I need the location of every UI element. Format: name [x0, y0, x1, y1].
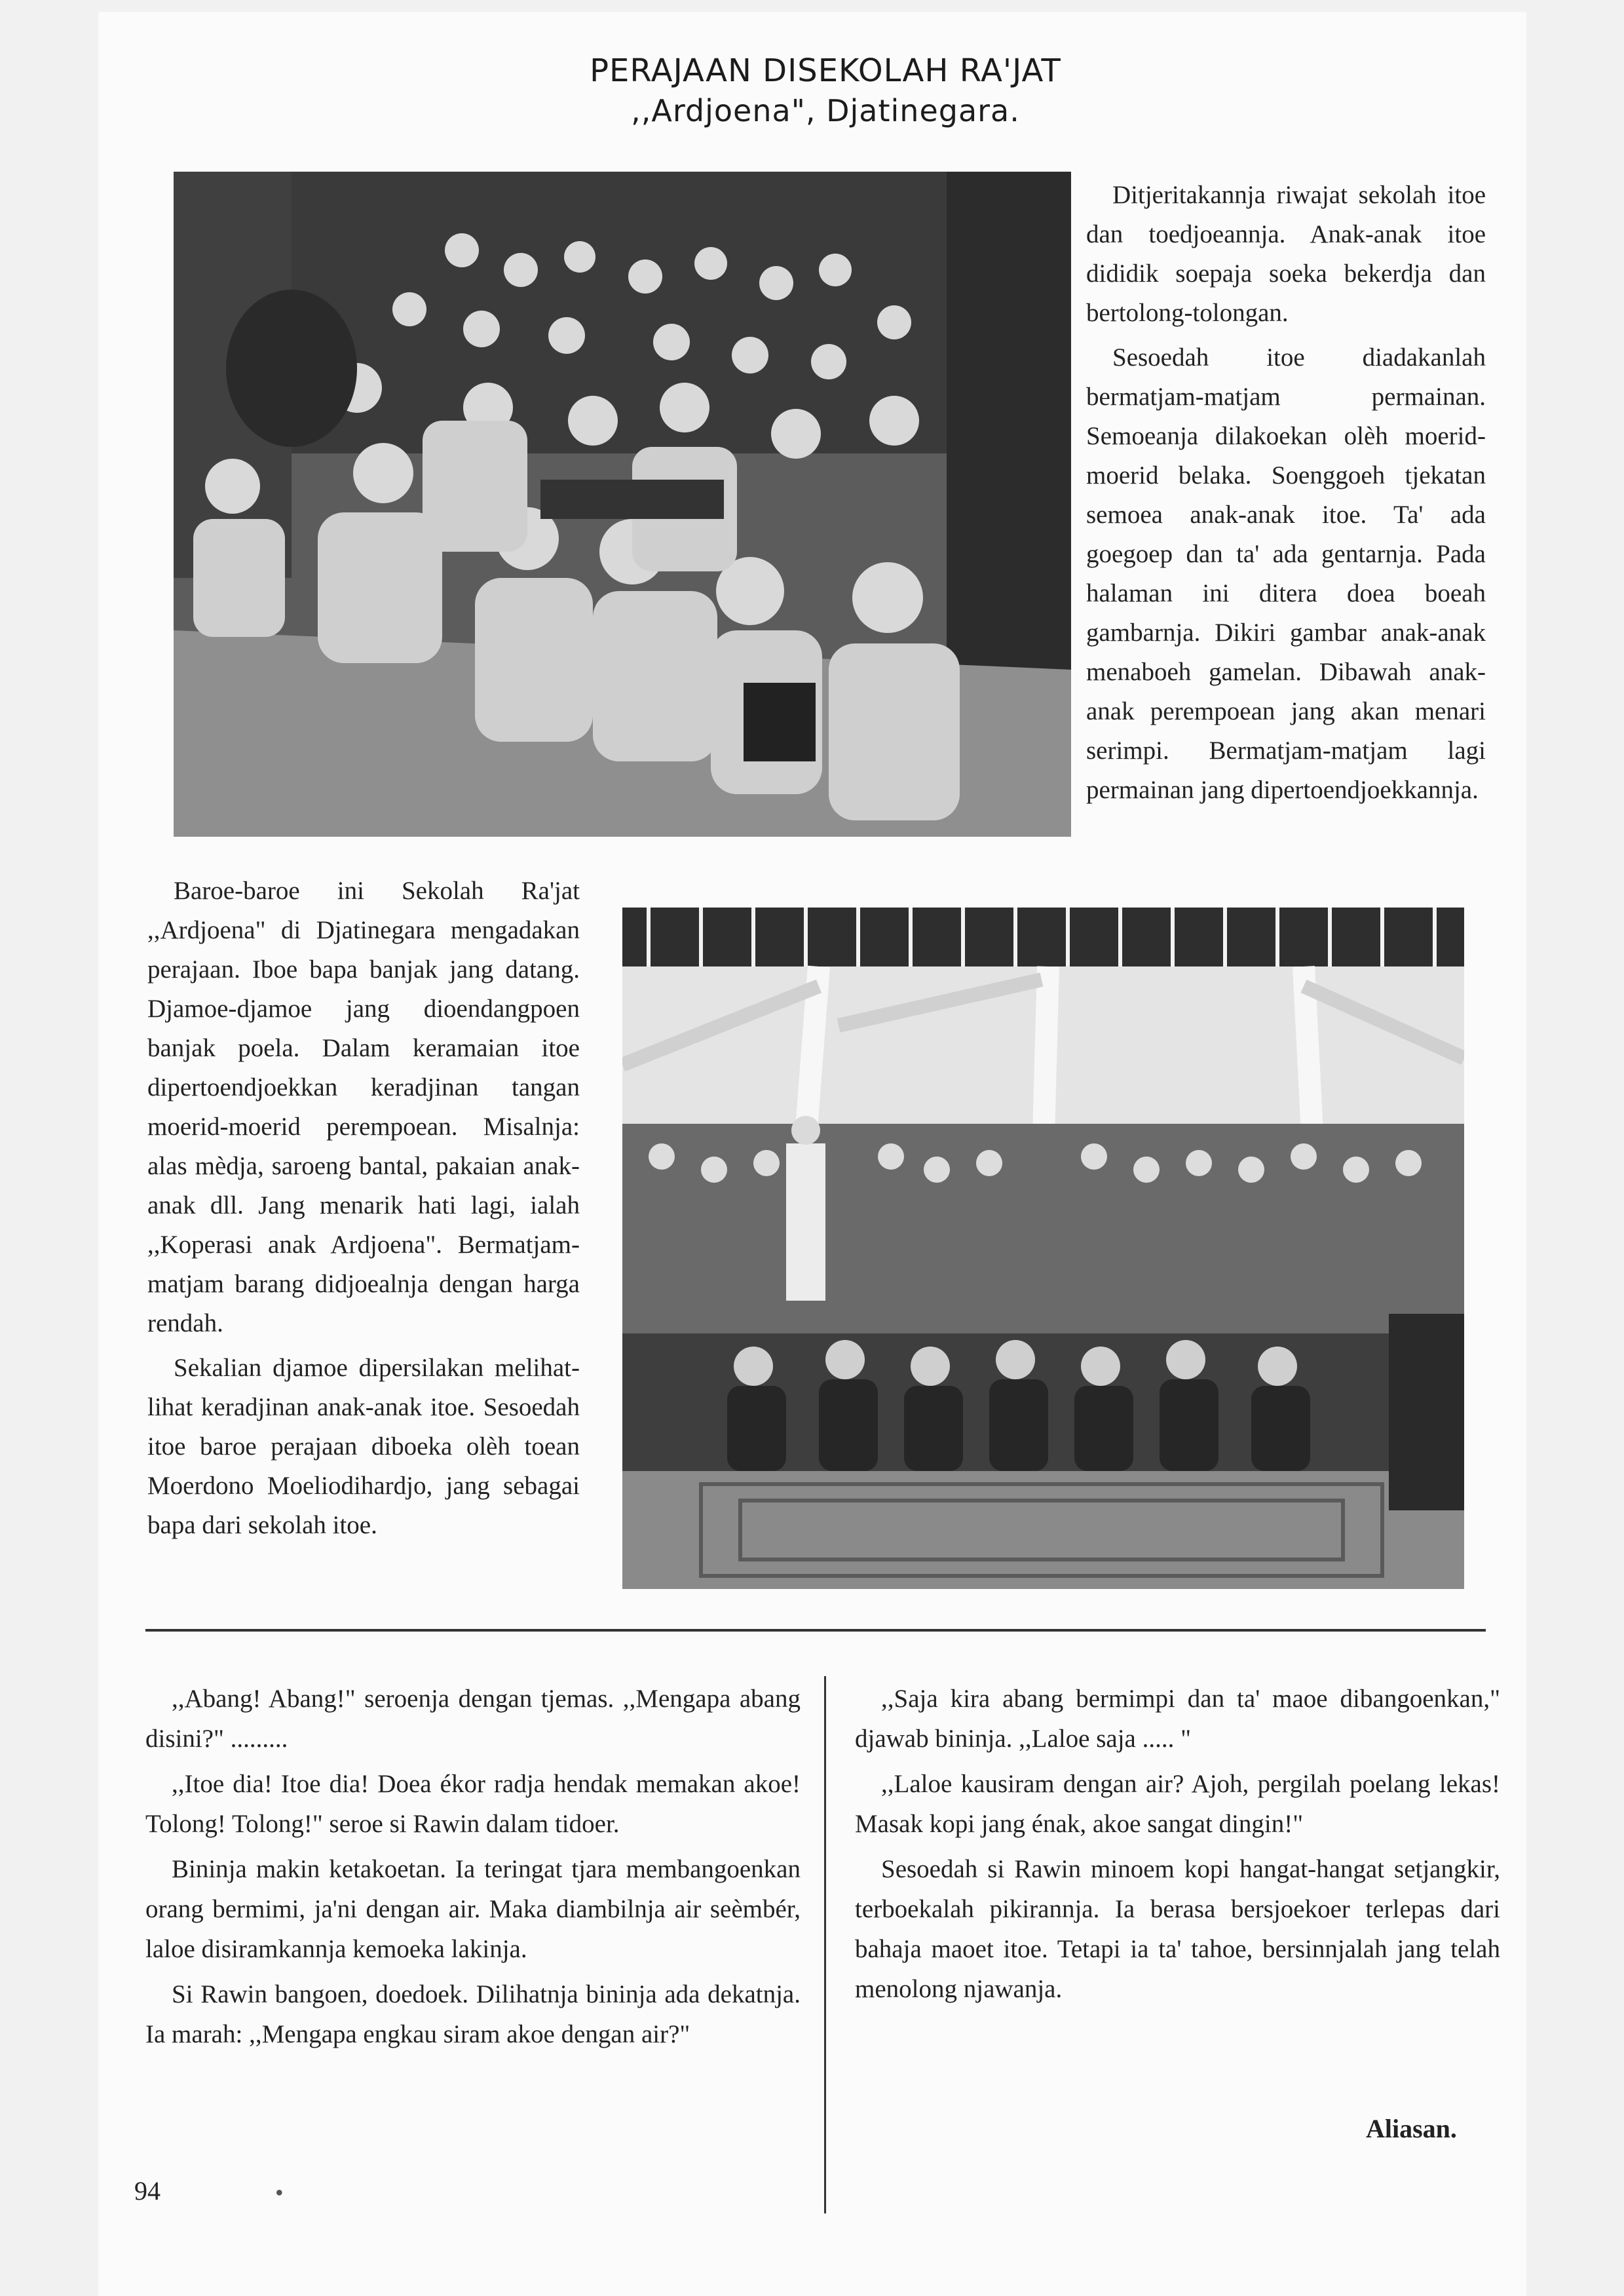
page-number: 94 — [134, 2176, 161, 2206]
intro-text-left — [147, 871, 580, 1545]
story-column-right — [855, 1679, 1500, 2009]
paragraph: ,,Itoe dia! Itoe dia! Doea ékor radja hendak memakan akoe! Tolong! Tolong!" seroe si Rawin dalam tidoer. — [145, 1770, 801, 1838]
paragraph: Sekalian djamoe dipersilakan melihat-lihat keradjinan anak-anak itoe. Sesoedah itoe baroe perajaan diboeka olèh toean Moerdono Moeliodihardjo, jang sebagai bapa dari sekolah itoe. — [147, 1354, 580, 1539]
paragraph: Baroe-baroe ini Sekolah Ra'jat ,,Ardjoena" di Djatinegara mengadakan perajaan. Iboe bapa banjak jang datang. Djamoe-djamoe jang dioendangpoen banjak poela. Dalam keramaian itoe dipertoendjoekkan keradjinan tangan moerid-moerid perempoean. Misalnja: alas mèdja, saroeng bantal, pakaian anak-anak dll. Jang menarik hati lagi, ialah ,,Koperasi anak Ardjoena". Bermatjam-matjam barang didjoealnja dengan harga rendah. — [147, 877, 580, 1337]
page-subtitle: ,,Ardjoena", Djatinegara. — [631, 93, 1020, 128]
page-title: PERAJAAN DISEKOLAH RA'JAT — [590, 52, 1061, 89]
intro-text-right — [1086, 176, 1486, 810]
paragraph: Sesoedah si Rawin minoem kopi hangat-hangat setjangkir, terboekalah pikirannja. Ia berasa bersjoekoer terlepas dari bahaja maoet itoe. Tetapi ia ta' tahoe, bersinnjalah jang telah menolong njawanja. — [855, 1855, 1500, 2003]
author-signature: Aliasan. — [1366, 2114, 1457, 2143]
paragraph: Bininja makin ketakoetan. Ia teringat tjara membangoenkan orang bermimi, ja'ni dengan air. Maka diambilnja air seèmbér, laloe disiramkannja kemoeka lakinja. — [145, 1855, 801, 1963]
paragraph: Sesoedah itoe diadakanlah bermatjam-matjam permainan. Semoeanja dilakoekan olèh moerid-moerid belaka. Soenggoeh tjekatan semoea anak-anak itoe. Ta' ada goegoep dan ta' ada gentarnja. Pada halaman ini ditera doea boeah gambarnja. Dikiri gambar anak-anak menaboeh gamelan. Dibawah anak-anak perempoean jang akan menari serimpi. Bermatjam-matjam lagi permainan jang dipertoendjoekkannja. — [1086, 343, 1486, 804]
gamelan-children-photo — [174, 172, 1071, 837]
story-column-left — [145, 1679, 801, 2054]
paragraph: ,,Laloe kausiram dengan air? Ajoh, pergilah poelang lekas! Masak kopi jang énak, akoe sangat dingin!" — [855, 1770, 1500, 1838]
paragraph: ,,Saja kira abang bermimpi dan ta' maoe dibangoenkan," djawab bininja. ,,Laloe saja ..... " — [855, 1685, 1500, 1753]
column-divider — [824, 1676, 826, 2213]
paragraph: Ditjeritakannja riwajat sekolah itoe dan toedjoeannja. Anak-anak itoe dididik soepaja soeka bekerdja dan bertolong-tolongan. — [1086, 181, 1486, 327]
stray-mark: • — [275, 2179, 284, 2206]
serimpi-dancers-photo — [622, 908, 1464, 1589]
paragraph: Si Rawin bangoen, doedoek. Dilihatnja bininja ada dekatnja. Ia marah: ,,Mengapa engkau siram akoe dengan air?" — [145, 1980, 801, 2048]
section-divider — [145, 1629, 1486, 1632]
paragraph: ,,Abang! Abang!" seroenja dengan tjemas. ,,Mengapa abang disini?" ......... — [145, 1685, 801, 1753]
